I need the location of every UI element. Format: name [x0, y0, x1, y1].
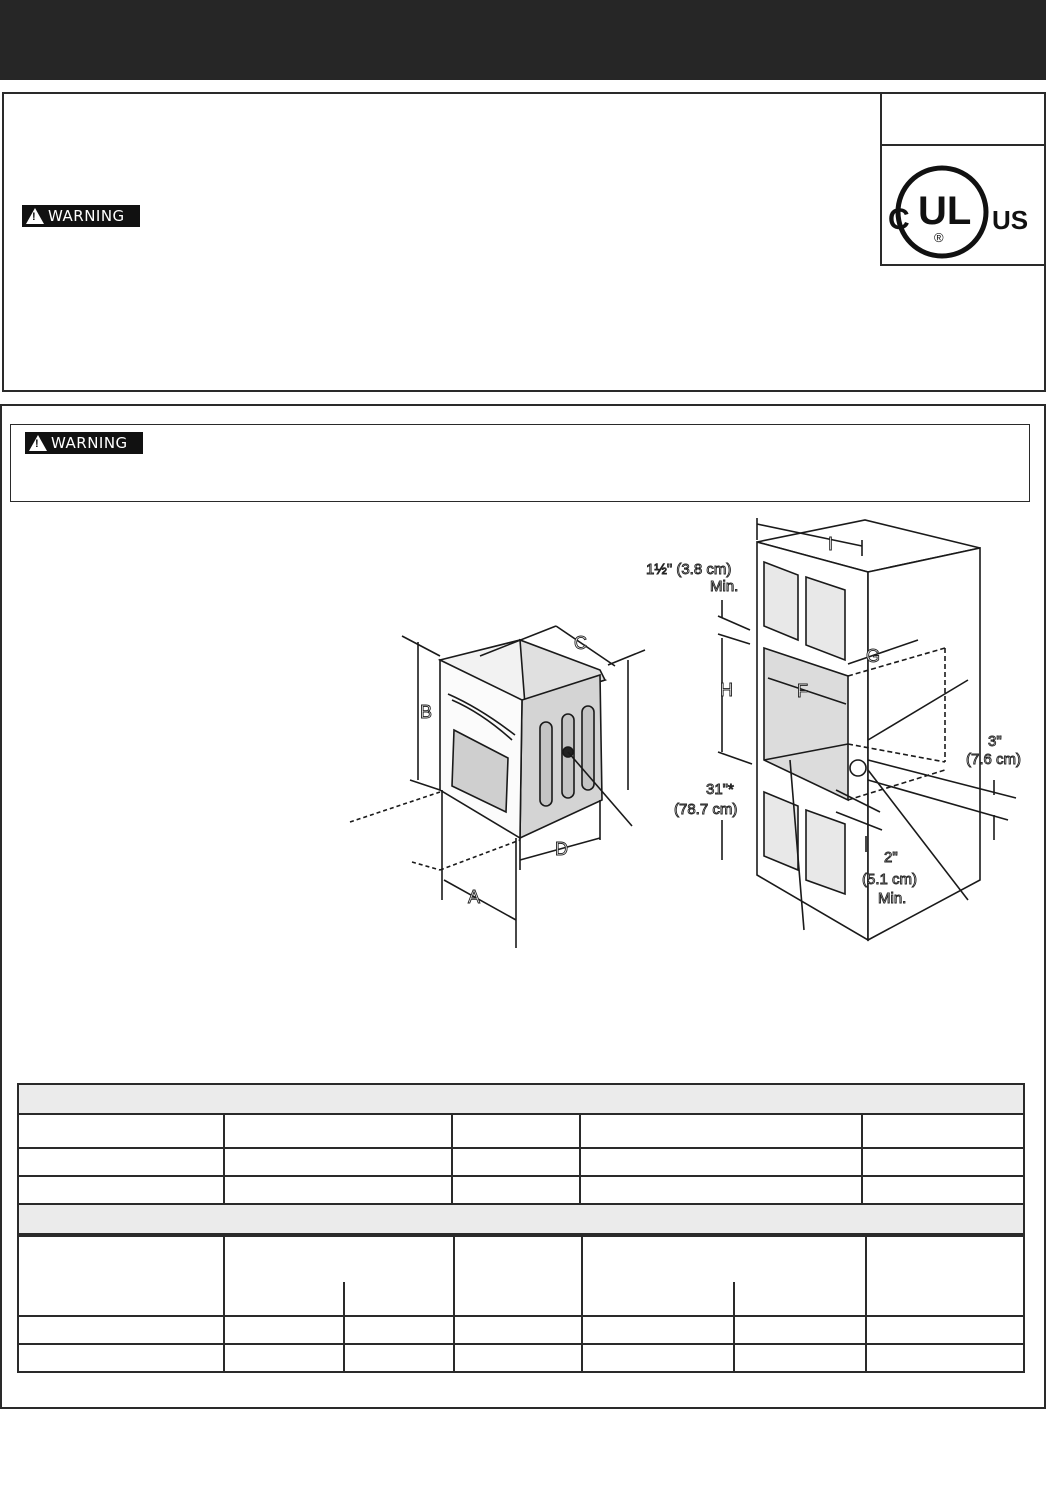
- table-header-cell: [18, 1114, 224, 1148]
- floor-height-line1: 31"*: [706, 781, 734, 798]
- dim-label-b: B: [420, 702, 433, 722]
- table-subheader-cell: [344, 1282, 454, 1316]
- side-depth-line2: (7.6 cm): [966, 751, 1022, 768]
- table-header-cell: [224, 1236, 454, 1282]
- cert-mark-ul: UL: [918, 189, 972, 233]
- dim-label-c: C: [574, 633, 587, 653]
- dim-label-a: A: [468, 887, 481, 907]
- table-subheader-cell: [224, 1282, 344, 1316]
- bottom-clearance-line1: 2": [884, 849, 898, 866]
- table-header-cell: [224, 1114, 452, 1148]
- table-header-cell: [866, 1236, 1024, 1316]
- table-title-row: [18, 1204, 1024, 1234]
- dim-label-h: H: [720, 680, 733, 700]
- table-title-row: [18, 1084, 1024, 1114]
- cert-mark-us: US: [992, 205, 1029, 235]
- floor-height-line2: (78.7 cm): [674, 801, 738, 818]
- cert-mark-c: C: [888, 203, 910, 236]
- dim-label-d: D: [555, 839, 568, 859]
- warning-triangle-icon: !: [26, 208, 44, 224]
- table-subheader-cell: [734, 1282, 866, 1316]
- dim-label-g: G: [866, 646, 881, 666]
- table-subheader-cell: [582, 1282, 734, 1316]
- bottom-clearance-line3: Min.: [878, 890, 907, 907]
- cert-mark-registered: ®: [934, 230, 944, 245]
- warning-triangle-icon: !: [29, 435, 47, 451]
- bottom-clearance-line2: (5.1 cm): [862, 871, 918, 888]
- dim-label-i: I: [828, 534, 834, 554]
- table-header-cell: [18, 1236, 224, 1316]
- table-header-cell: [454, 1236, 582, 1316]
- warning-label-1: WARNING: [48, 207, 125, 225]
- table-row: [18, 1148, 1024, 1176]
- table-row: [18, 1316, 1024, 1344]
- table-header-cell: [862, 1114, 1024, 1148]
- table-row: [18, 1344, 1024, 1372]
- table-header-cell: [452, 1114, 580, 1148]
- table-row: [18, 1176, 1024, 1204]
- spec-table-lower: [17, 1235, 1025, 1373]
- table-header-cell: [580, 1114, 862, 1148]
- table-header-cell: [582, 1236, 866, 1282]
- side-depth-line1: 3": [988, 733, 1002, 750]
- top-clearance-line1: 1½" (3.8 cm): [646, 561, 732, 578]
- spec-table-upper: [17, 1083, 1025, 1235]
- dim-label-f: F: [797, 681, 808, 701]
- warning-label-2: WARNING: [51, 434, 128, 452]
- top-clearance-line2: Min.: [710, 578, 739, 595]
